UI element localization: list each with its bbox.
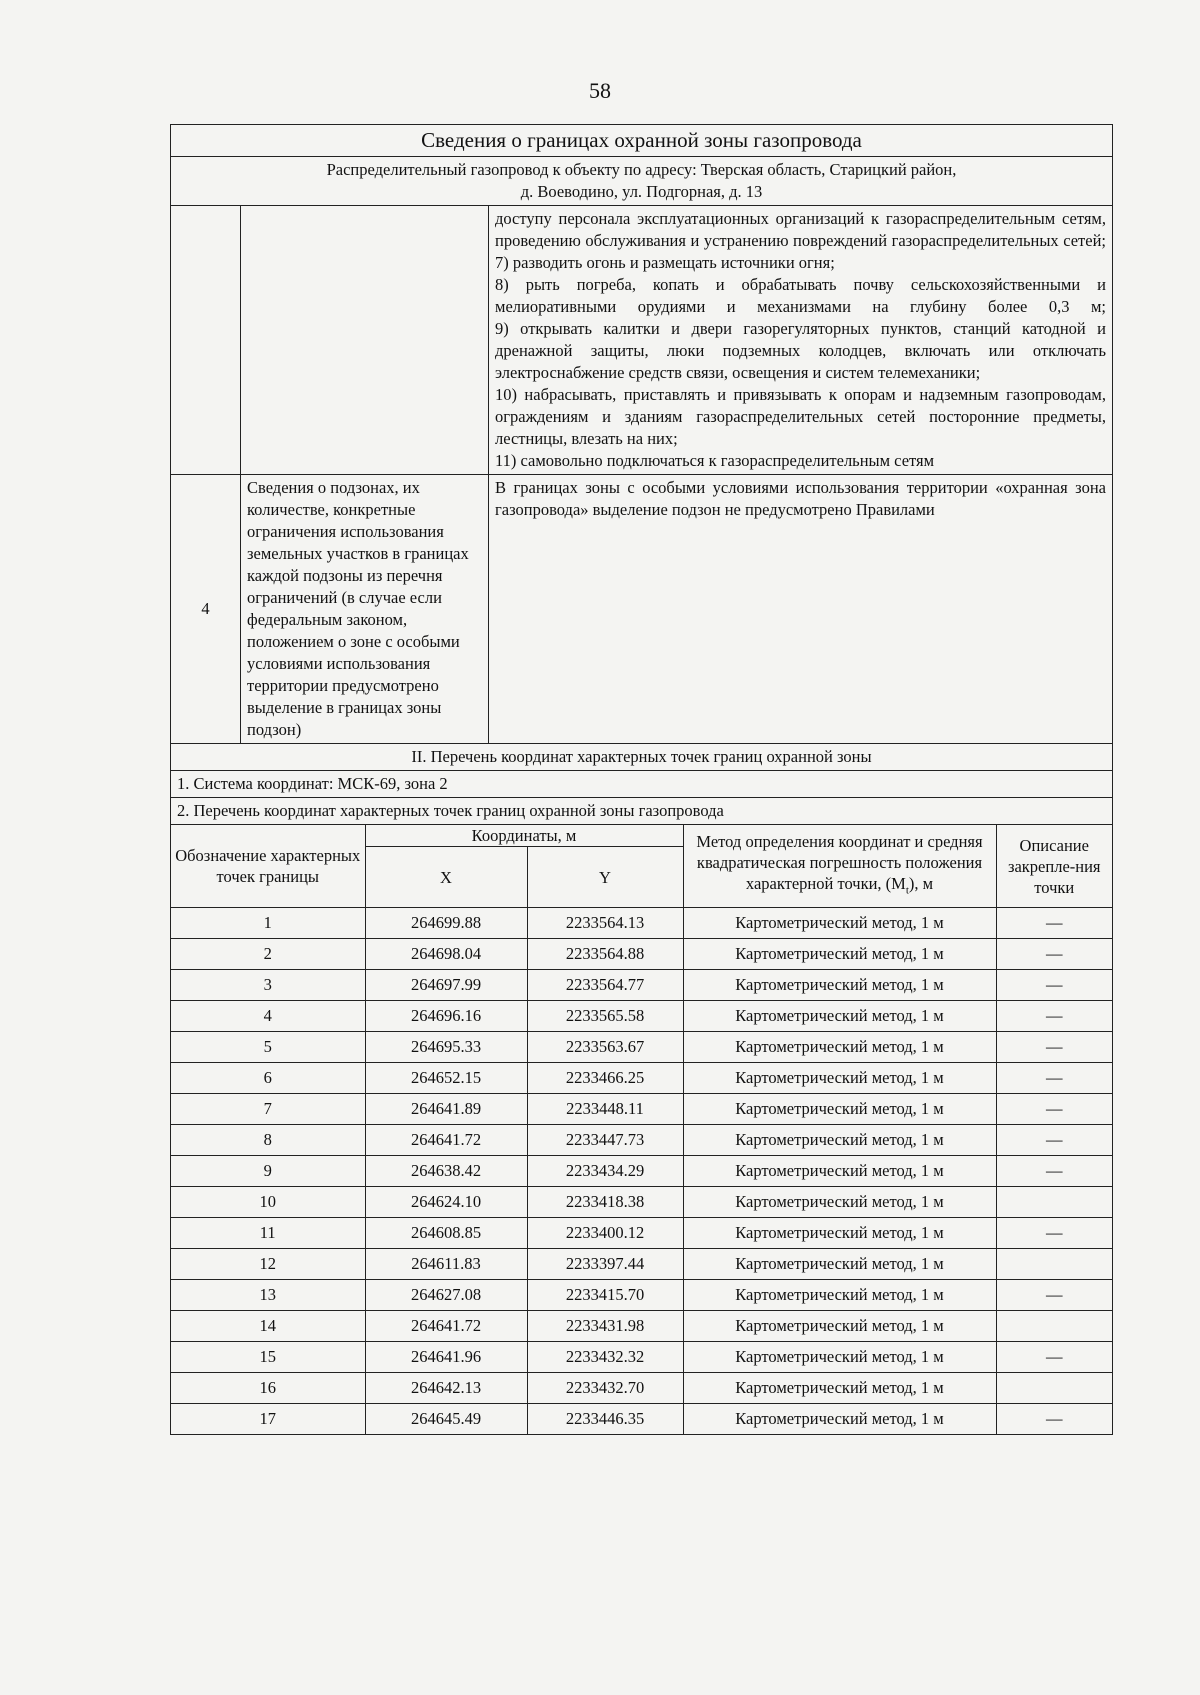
y-coordinate-cell: 2233563.67 xyxy=(527,1032,683,1063)
y-coordinate-cell: 2233418.38 xyxy=(527,1187,683,1218)
header-point: Обозначение характерных точек границы xyxy=(171,825,365,908)
page-number: 58 xyxy=(589,78,611,103)
description-dash: — xyxy=(1046,1068,1063,1087)
method-cell: Картометрический метод, 1 м xyxy=(683,1218,996,1249)
description-cell xyxy=(996,1342,1112,1373)
x-coordinate-cell: 264699.88 xyxy=(365,908,527,939)
x-coordinate-cell: 264627.08 xyxy=(365,1280,527,1311)
document-title: Сведения о границах охранной зоны газопровода xyxy=(171,125,1112,157)
x-coordinate-cell: 264611.83 xyxy=(365,1249,527,1280)
description-cell xyxy=(996,1218,1112,1249)
y-coordinate-cell: 2233446.35 xyxy=(527,1404,683,1435)
coordinate-system: 1. Система координат: МСК-69, зона 2 xyxy=(171,771,1112,798)
method-cell: Картометрический метод, 1 м xyxy=(683,1311,996,1342)
table-row xyxy=(171,1094,1112,1125)
method-cell: Картометрический метод, 1 м xyxy=(683,970,996,1001)
table-row xyxy=(171,908,1112,939)
point-number-cell: 15 xyxy=(171,1342,365,1373)
description-dash: — xyxy=(1046,1409,1063,1428)
description-dash: — xyxy=(1046,913,1063,932)
x-coordinate-cell: 264695.33 xyxy=(365,1032,527,1063)
header-method: Метод определения координат и средняя квадратическая погрешность положения характерной точки, $(M_t)$, м xyxy=(683,825,996,908)
table-row xyxy=(171,1311,1112,1342)
x-coordinate-cell: 264696.16 xyxy=(365,1001,527,1032)
x-coordinate-cell: 264608.85 xyxy=(365,1218,527,1249)
row-number-cell xyxy=(171,206,241,474)
method-cell: Картометрический метод, 1 м xyxy=(683,1280,996,1311)
restriction-item: доступу персонала эксплуатационных организаций к газораспределительным сетям, проведению обслуживания и устранению повреждений газораспределительных сетей; xyxy=(495,209,1106,250)
y-coordinate-cell: 2233447.73 xyxy=(527,1125,683,1156)
description-dash: — xyxy=(1046,1006,1063,1025)
point-number-cell: 16 xyxy=(171,1373,365,1404)
restriction-item: 8) рыть погреба, копать и обрабатывать почву сельскохозяйственными и мелиоративными орудиями и механизмами на глубину более 0,3 м; xyxy=(495,275,1106,316)
point-number-cell: 2 xyxy=(171,939,365,970)
description-cell xyxy=(996,1311,1112,1342)
description-cell xyxy=(996,1249,1112,1280)
method-cell: Картометрический метод, 1 м xyxy=(683,1187,996,1218)
x-coordinate-cell: 264624.10 xyxy=(365,1187,527,1218)
description-dash: — xyxy=(1046,944,1063,963)
method-cell: Картометрический метод, 1 м xyxy=(683,939,996,970)
method-cell: Картометрический метод, 1 м xyxy=(683,1125,996,1156)
description-cell xyxy=(996,970,1112,1001)
point-number-cell: 7 xyxy=(171,1094,365,1125)
restriction-item: 10) набрасывать, приставлять и привязывать к опорам и надземным газопроводам, ограждениям и зданиям газораспределительных сетей посторонние предметы, лестницы, влезать на них; xyxy=(495,385,1106,448)
table-row xyxy=(171,1280,1112,1311)
y-coordinate-cell: 2233434.29 xyxy=(527,1156,683,1187)
y-coordinate-cell: 2233564.88 xyxy=(527,939,683,970)
x-coordinate-cell: 264698.04 xyxy=(365,939,527,970)
x-coordinate-cell: 264641.72 xyxy=(365,1311,527,1342)
point-number-cell: 14 xyxy=(171,1311,365,1342)
description-dash: — xyxy=(1046,1099,1063,1118)
method-cell: Картометрический метод, 1 м xyxy=(683,1063,996,1094)
table-row xyxy=(171,970,1112,1001)
restrictions-text-cell xyxy=(489,206,1112,474)
description-cell xyxy=(996,1187,1112,1218)
y-coordinate-cell: 2233397.44 xyxy=(527,1249,683,1280)
coordinates-table xyxy=(171,825,1112,1434)
y-coordinate-cell: 2233466.25 xyxy=(527,1063,683,1094)
table-row xyxy=(171,1218,1112,1249)
y-coordinate-cell: 2233448.11 xyxy=(527,1094,683,1125)
method-cell: Картометрический метод, 1 м xyxy=(683,1001,996,1032)
header-coordinates: Координаты, м xyxy=(365,825,683,847)
description-cell xyxy=(996,1373,1112,1404)
y-coordinate-cell: 2233564.13 xyxy=(527,908,683,939)
y-coordinate-cell: 2233431.98 xyxy=(527,1311,683,1342)
description-dash: — xyxy=(1046,1285,1063,1304)
restriction-item: 11) самовольно подключаться к газораспределительным сетям xyxy=(495,451,935,470)
point-number-cell: 3 xyxy=(171,970,365,1001)
table-row xyxy=(171,1187,1112,1218)
point-number-cell: 8 xyxy=(171,1125,365,1156)
x-coordinate-cell: 264645.49 xyxy=(365,1404,527,1435)
x-coordinate-cell: 264641.72 xyxy=(365,1125,527,1156)
table-row xyxy=(171,1373,1112,1404)
coordinate-list-title: 2. Перечень координат характерных точек границ охранной зоны газопровода xyxy=(171,798,1112,825)
description-cell xyxy=(996,1156,1112,1187)
description-cell xyxy=(996,908,1112,939)
method-cell: Картометрический метод, 1 м xyxy=(683,908,996,939)
description-cell xyxy=(996,1125,1112,1156)
description-dash: — xyxy=(1046,1130,1063,1149)
x-coordinate-cell: 264641.89 xyxy=(365,1094,527,1125)
method-cell: Картометрический метод, 1 м xyxy=(683,1094,996,1125)
subzones-text-cell: В границах зоны с особыми условиями использования территории «охранная зона газопровода» выделение подзон не предусмотрено Правилами xyxy=(495,478,1106,519)
table-row xyxy=(171,1063,1112,1094)
description-cell xyxy=(996,1063,1112,1094)
subtitle-line-1: Распределительный газопровод к объекту по адресу: Тверская область, Старицкий район, xyxy=(326,160,957,179)
method-cell: Картометрический метод, 1 м xyxy=(683,1342,996,1373)
x-coordinate-cell: 264641.96 xyxy=(365,1342,527,1373)
table-row xyxy=(171,1249,1112,1280)
coordinates-table-wrapper xyxy=(171,825,1112,1434)
document-subtitle xyxy=(171,157,1112,206)
point-number-cell: 9 xyxy=(171,1156,365,1187)
point-number-cell: 1 xyxy=(171,908,365,939)
x-coordinate-cell: 264638.42 xyxy=(365,1156,527,1187)
y-coordinate-cell: 2233432.32 xyxy=(527,1342,683,1373)
table-row xyxy=(171,1001,1112,1032)
row-number-cell: 4 xyxy=(171,475,241,743)
table-row xyxy=(171,1032,1112,1063)
description-dash: — xyxy=(1046,1347,1063,1366)
table-row xyxy=(171,1404,1112,1435)
header-y: Y xyxy=(527,847,683,908)
y-coordinate-cell: 2233565.58 xyxy=(527,1001,683,1032)
description-dash: — xyxy=(1046,1223,1063,1242)
restriction-item: 7) разводить огонь и размещать источники огня; xyxy=(495,253,835,272)
x-coordinate-cell: 264642.13 xyxy=(365,1373,527,1404)
point-number-cell: 4 xyxy=(171,1001,365,1032)
header-description: Описание закрепле-ния точки xyxy=(996,825,1112,908)
table-row xyxy=(171,1342,1112,1373)
table-row xyxy=(171,939,1112,970)
y-coordinate-cell: 2233564.77 xyxy=(527,970,683,1001)
description-cell xyxy=(996,1001,1112,1032)
subzones-label-cell: Сведения о подзонах, их количестве, конкретные ограничения использования земельных участков в границах каждой подзоны из перечня ограничений (в случае если федеральным законом, положением о зоне с особыми условиями использования территории предусмотрено выделение в границах зоны подзон) xyxy=(241,475,489,743)
point-number-cell: 5 xyxy=(171,1032,365,1063)
row-label-cell xyxy=(241,206,489,474)
description-cell xyxy=(996,1094,1112,1125)
point-number-cell: 6 xyxy=(171,1063,365,1094)
zone-info-document xyxy=(170,124,1113,1435)
subtitle-line-2: д. Воеводино, ул. Подгорная, д. 13 xyxy=(520,182,763,201)
description-dash: — xyxy=(1046,1161,1063,1180)
section-2-title: II. Перечень координат характерных точек границ охранной зоны xyxy=(171,744,1112,771)
x-coordinate-cell: 264652.15 xyxy=(365,1063,527,1094)
method-cell: Картометрический метод, 1 м xyxy=(683,1404,996,1435)
point-number-cell: 13 xyxy=(171,1280,365,1311)
restrictions-continued-row xyxy=(171,206,1112,475)
description-cell xyxy=(996,1404,1112,1435)
description-cell xyxy=(996,1032,1112,1063)
method-cell: Картометрический метод, 1 м xyxy=(683,1032,996,1063)
method-cell: Картометрический метод, 1 м xyxy=(683,1156,996,1187)
point-number-cell: 17 xyxy=(171,1404,365,1435)
description-cell xyxy=(996,1280,1112,1311)
table-row xyxy=(171,1156,1112,1187)
point-number-cell: 11 xyxy=(171,1218,365,1249)
subzones-row xyxy=(171,475,1112,744)
y-coordinate-cell: 2233415.70 xyxy=(527,1280,683,1311)
y-coordinate-cell: 2233432.70 xyxy=(527,1373,683,1404)
header-x: X xyxy=(365,847,527,908)
restriction-item: 9) открывать калитки и двери газорегуляторных пунктов, станций катодной и дренажной защиты, люки подземных колодцев, включать или отключать электроснабжение средств связи, освещения и систем телемеханики; xyxy=(495,319,1106,382)
description-dash: — xyxy=(1046,1037,1063,1056)
y-coordinate-cell: 2233400.12 xyxy=(527,1218,683,1249)
point-number-cell: 10 xyxy=(171,1187,365,1218)
method-cell: Картометрический метод, 1 м xyxy=(683,1249,996,1280)
point-number-cell: 12 xyxy=(171,1249,365,1280)
x-coordinate-cell: 264697.99 xyxy=(365,970,527,1001)
table-row xyxy=(171,1125,1112,1156)
method-cell: Картометрический метод, 1 м xyxy=(683,1373,996,1404)
description-dash: — xyxy=(1046,975,1063,994)
description-cell xyxy=(996,939,1112,970)
